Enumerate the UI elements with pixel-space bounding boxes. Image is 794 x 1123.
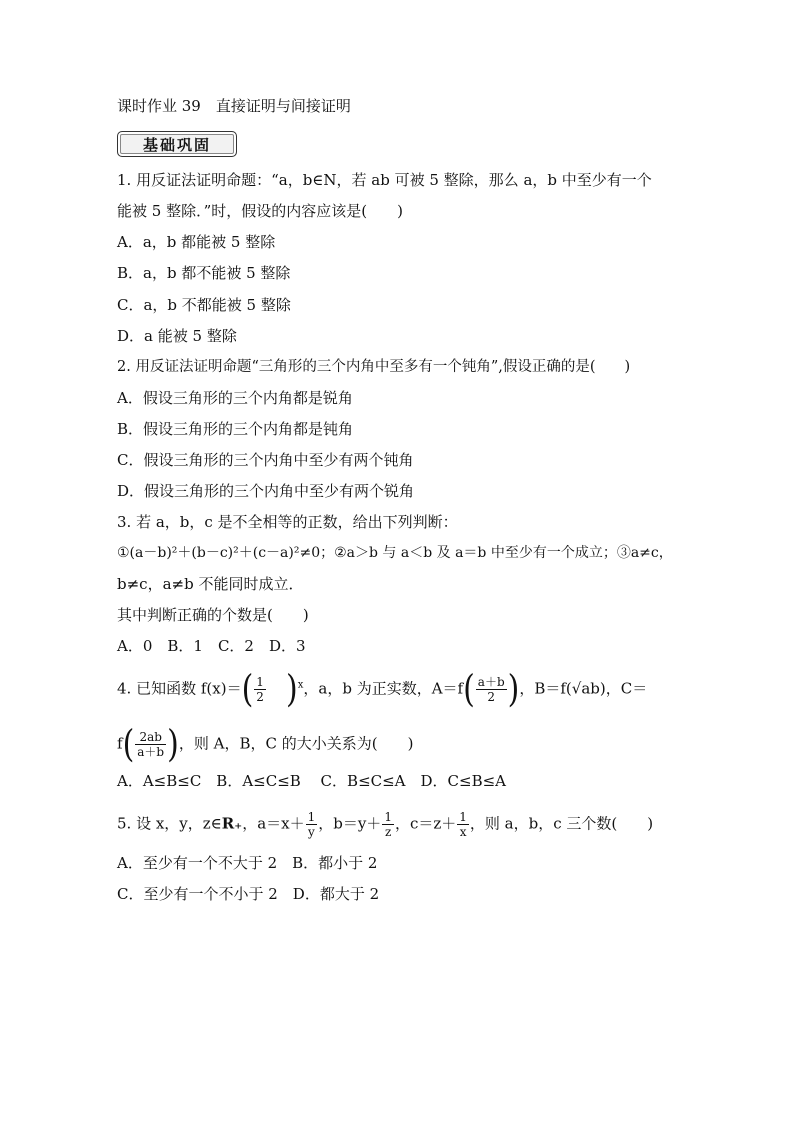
positive-reals-set: R₊ — [221, 814, 243, 833]
section-badge: 基础巩固 — [117, 131, 237, 157]
q5-options-line2: C．至少有一个不小于 2 D．都大于 2 — [117, 885, 380, 903]
fraction-numerator: a＋b — [477, 675, 505, 689]
q1-stem-line1: 1. 用反证法证明命题：“a，b∈N，若 ab 可被 5 整除，那么 a，b 中至少有一个 — [117, 171, 652, 189]
q4-text-2: ，a，b 为正实数，A＝f — [303, 679, 464, 698]
q1-option-b: B．a，b 都不能被 5 整除 — [117, 264, 291, 282]
fraction-denominator: 2 — [256, 690, 264, 704]
q5-text-5: ，则 a，b，c 三个数( ) — [469, 814, 654, 833]
fraction-numerator: 1 — [256, 675, 264, 689]
fraction-mean — [476, 675, 507, 704]
q4-stem-line1 — [117, 667, 648, 711]
fraction-numerator: 1 — [459, 810, 467, 824]
q4-text-5: ，则 A，B，C 的大小关系为( ) — [178, 734, 414, 753]
q4-text-3: ，B＝f(√ab)，C＝ — [519, 679, 648, 698]
exponent: x — [297, 679, 304, 691]
fraction-numerator: 1 — [384, 810, 392, 824]
q3-options: A．0 B．1 C．2 D．3 — [117, 637, 306, 655]
q5-text-3: ，b＝y＋ — [318, 814, 382, 833]
q2-stem: 2. 用反证法证明命题“三角形的三个内角中至多有一个钝角”,假设正确的是( ) — [117, 359, 631, 375]
q5-options-line1: A．至少有一个不大于 2 B．都小于 2 — [117, 854, 378, 872]
q5-text-2: ，a＝x＋ — [242, 814, 305, 833]
fraction-denominator: 2 — [487, 690, 496, 704]
left-paren: ( — [122, 722, 135, 766]
q3-stem-line4: 其中判断正确的个数是( ) — [117, 606, 309, 624]
q2-option-a: A．假设三角形的三个内角都是锐角 — [117, 389, 353, 407]
fraction-denominator: a＋b — [137, 745, 165, 759]
fraction-harmonic — [135, 730, 166, 759]
q1-stem-line2: 能被 5 整除．”时，假设的内容应该是( ) — [117, 202, 403, 220]
q5-text-1: 5. 设 x，y，z∈ — [117, 814, 222, 833]
q4-stem-line2 — [117, 722, 414, 766]
fraction-1-over-y — [306, 810, 318, 839]
q2-option-b: B．假设三角形的三个内角都是钝角 — [117, 420, 354, 438]
q1-option-a: A．a，b 都能被 5 整除 — [117, 233, 276, 251]
q4-text-4: f — [117, 734, 123, 753]
fraction-denominator: z — [384, 825, 392, 839]
right-paren: ) — [507, 667, 520, 711]
right-paren: ) — [286, 667, 298, 711]
left-paren: ( — [241, 667, 254, 711]
worksheet-title: 课时作业 39 直接证明与间接证明 — [117, 97, 351, 115]
fraction-1-over-z — [382, 810, 394, 839]
right-paren: ) — [167, 722, 179, 766]
q1-option-c: C．a，b 不都能被 5 整除 — [117, 296, 291, 314]
q5-text-4: ，c＝z＋ — [394, 814, 457, 833]
fraction-one-half — [254, 675, 266, 704]
q3-stem-line1: 3. 若 a，b，c 是不全相等的正数，给出下列判断： — [117, 513, 458, 531]
q4-options: A．A≤B≤C B．A≤C≤B C．B≤C≤A D．C≤B≤A — [117, 772, 507, 790]
q3-stem-line2: ①(a－b)²＋(b－c)²＋(c－a)²≠0；②a＞b 与 a＜b 及 a＝b 中至少有一个成立；③a≠c， — [117, 545, 673, 561]
fraction-denominator: x — [459, 825, 467, 839]
q2-option-d: D．假设三角形的三个内角中至少有两个锐角 — [117, 482, 415, 500]
q3-stem-line3: b≠c，a≠b 不能同时成立． — [117, 575, 304, 593]
q5-stem — [117, 810, 653, 839]
fraction-denominator: y — [308, 825, 315, 839]
q4-text-1: 4. 已知函数 f(x)＝ — [117, 679, 242, 698]
fraction-numerator: 2ab — [135, 730, 166, 745]
fraction-numerator: 1 — [307, 810, 316, 824]
left-paren: ( — [463, 667, 475, 711]
fraction-1-over-x — [457, 810, 469, 839]
q2-option-c: C．假设三角形的三个内角中至少有两个钝角 — [117, 451, 414, 469]
q1-option-d: D．a 能被 5 整除 — [117, 327, 237, 345]
